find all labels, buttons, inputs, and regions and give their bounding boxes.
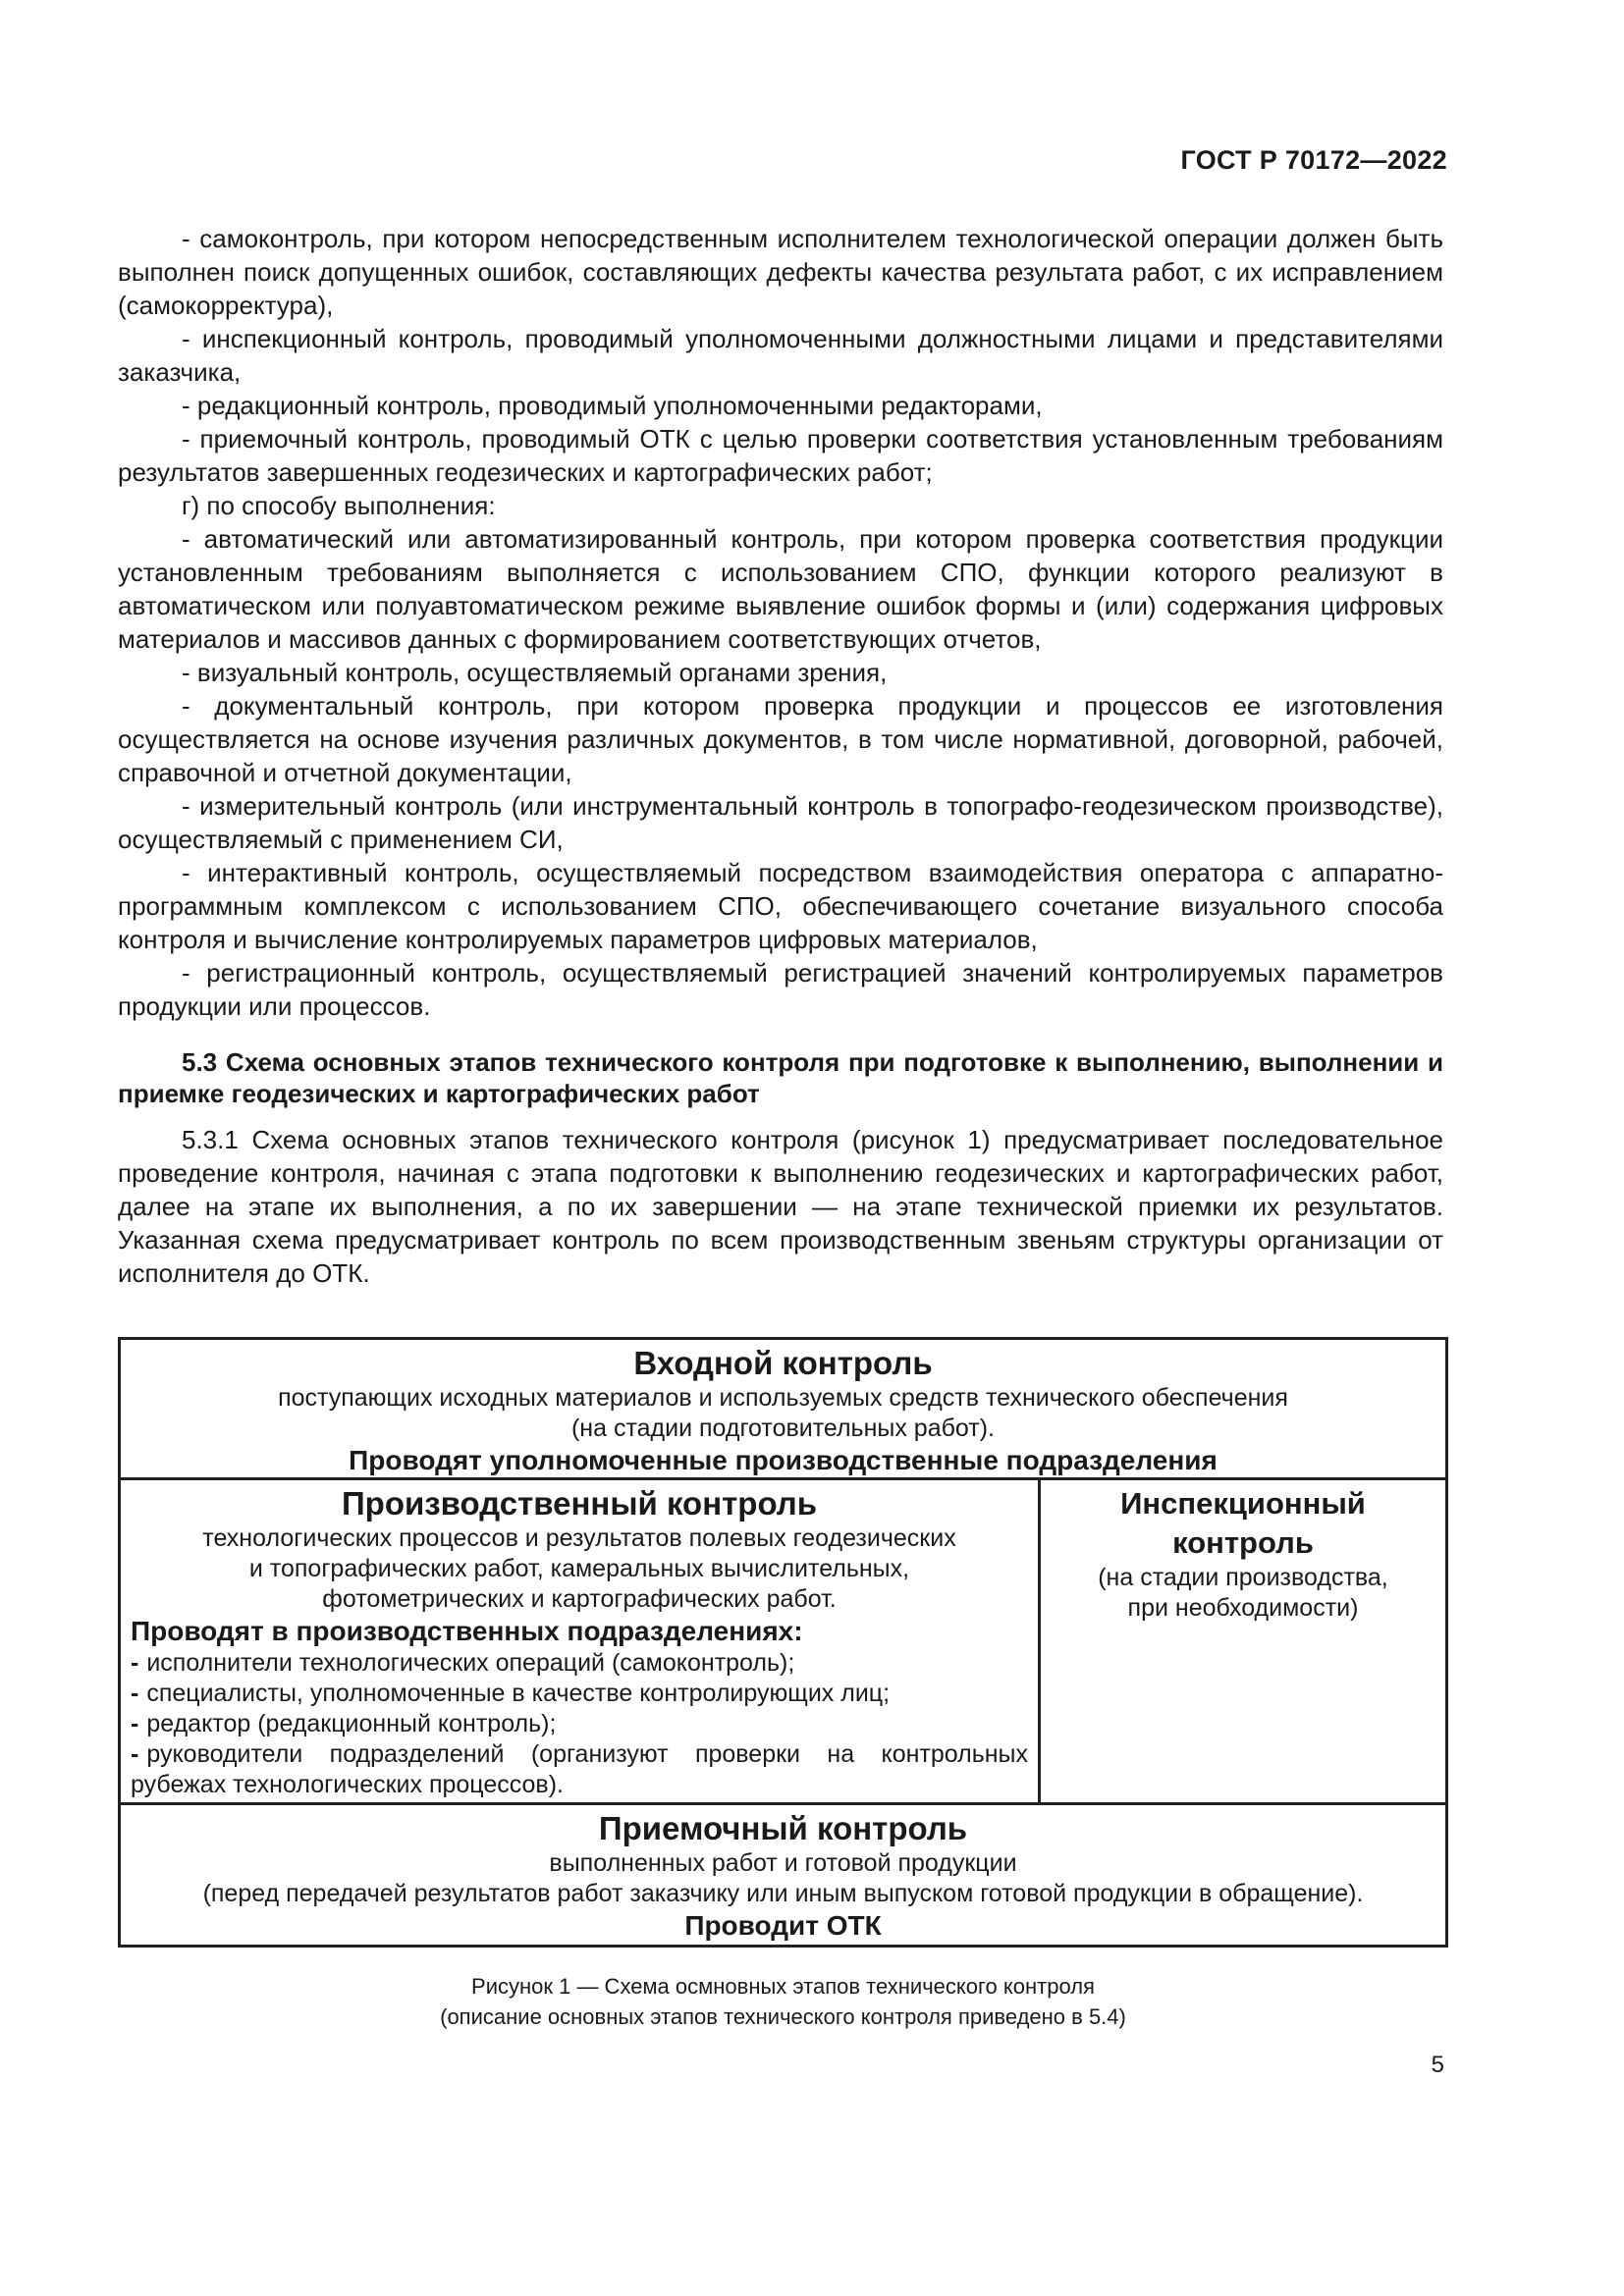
- acceptance-control-line: выполненных работ и готовой продукции: [549, 1849, 1017, 1877]
- dash-marker: -: [131, 1680, 139, 1707]
- dash-marker: -: [131, 1649, 139, 1677]
- paragraph: - визуальный контроль, осуществляемый органами зрения,: [182, 658, 888, 687]
- list-item: - специалисты, уполномоченные в качестве контролирующих лиц;: [131, 1680, 891, 1707]
- paragraph: - интерактивный контроль, осуществляемый посредством взаимодействия оператора с аппаратно-программным комплексом с использованием СПО, обеспечивающего сочетание визуального способа контроля и вычисление контролируемых параметров цифровых материалов,: [118, 858, 1443, 954]
- paragraph: - измерительный контроль (или инструментальный контроль в топографо-геодезическом производстве), осуществляемый с применением СИ,: [118, 791, 1443, 854]
- main-text: [118, 222, 1443, 1290]
- input-control-title: Входной контроль: [633, 1345, 933, 1381]
- production-control-title: Производственный контроль: [341, 1485, 818, 1522]
- inspection-control-title: Инспекционный: [1120, 1486, 1366, 1521]
- section-heading: 5.3 Схема основных этапов технического контроля при подготовке к выполнению, выполнении и приемке геодезических и картографических работ: [118, 1047, 1443, 1108]
- paragraph: - автоматический или автоматизированный контроль, при котором проверка соответствия продукции установленным требованиям выполняется с использованием СПО, функции которого реализуют в автоматическом или полуавтоматическом режиме выявление ошибок формы и (или) содержания цифровых материалов и массивов данных с формированием соответствующих отчетов,: [118, 524, 1443, 654]
- production-control-box: [120, 1479, 1040, 1804]
- paragraph: - самоконтроль, при котором непосредственным исполнителем технологической операции должен быть выполнен поиск допущенных ошибок, составляющих дефекты качества результата работ, с их исправлением (самокорректура),: [118, 224, 1443, 320]
- acceptance-control-responsible: Проводит ОТК: [684, 1910, 882, 1941]
- list-item: - редактор (редакционный контроль);: [131, 1710, 557, 1737]
- paragraph: - инспекционный контроль, проводимый уполномоченными должностными лицами и представителями заказчика,: [118, 324, 1443, 387]
- acceptance-control-line: (перед передачей результатов работ заказчику или иным выпуском готовой продукции в обращение).: [202, 1880, 1364, 1907]
- production-control-line: и топографических работ, камеральных вычислительных,: [248, 1555, 910, 1582]
- production-control-line: технологических процессов и результатов полевых геодезических: [202, 1524, 956, 1552]
- dash-marker: -: [131, 1740, 139, 1768]
- paragraph: - регистрационный контроль, осуществляемый регистрацией значений контролируемых параметров продукции или процессов.: [118, 958, 1443, 1021]
- list-item: - руководители подразделений (организуют проверки на контрольных рубежах технологических процессов).: [131, 1740, 1028, 1798]
- page-number: 5: [1431, 2052, 1444, 2078]
- control-scheme-figure: [118, 1337, 1448, 1948]
- input-control-responsible: Проводят уполномоченные производственные подразделения: [349, 1445, 1218, 1475]
- production-control-list: [131, 1648, 1028, 1800]
- inspection-control-line: при необходимости): [1127, 1594, 1359, 1622]
- paragraph: - приемочный контроль, проводимый ОТК с целью проверки соответствия установленным требованиям результатов завершенных геодезических и картографических работ;: [118, 424, 1443, 487]
- figure-caption-note: (описание основных этапов технического контроля приведено в 5.4): [440, 2004, 1126, 2029]
- acceptance-control-title: Приемочный контроль: [598, 1810, 968, 1846]
- input-control-line: поступающих исходных материалов и используемых средств технического обеспечения: [278, 1384, 1288, 1412]
- figure-caption-title: Рисунок 1 — Схема осмновных этапов технического контроля: [471, 1974, 1095, 1999]
- production-control-line: фотометрических и картографических работ.: [322, 1585, 837, 1613]
- inspection-control-title: контроль: [1172, 1525, 1314, 1560]
- list-item: - исполнители технологических операций (самоконтроль);: [131, 1649, 795, 1677]
- section-paragraph: 5.3.1 Схема основных этапов технического контроля (рисунок 1) предусматривает последовательное проведение контроля, начиная с этапа подготовки к выполнению геодезических и картографических работ, далее на этапе их выполнения, а по их завершении — на этапе технической приемки их результатов. Указанная схема предусматривает контроль по всем производственным звеньям структуры организации от исполнителя до ОТК.: [118, 1125, 1443, 1288]
- inspection-control-box: [1040, 1479, 1447, 1804]
- dash-marker: -: [131, 1710, 139, 1737]
- inspection-control-line: (на стадии производства,: [1098, 1564, 1388, 1591]
- paragraph: - редакционный контроль, проводимый уполномоченными редакторами,: [182, 391, 1043, 420]
- acceptance-control-box: [120, 1804, 1447, 1947]
- input-control-box: [120, 1339, 1447, 1479]
- input-control-line: (на стадии подготовительных работ).: [570, 1415, 996, 1442]
- figure-caption: [118, 1971, 1448, 2032]
- paragraph: г) по способу выполнения:: [182, 491, 496, 520]
- production-control-responsible: Проводят в производственных подразделениях:: [131, 1616, 803, 1646]
- document-code: ГОСТ Р 70172—2022: [1180, 145, 1447, 175]
- paragraph: - документальный контроль, при котором проверка продукции и процессов ее изготовления осуществляется на основе изучения различных документов, в том числе нормативной, договорной, рабочей, справочной и отчетной документации,: [118, 691, 1443, 787]
